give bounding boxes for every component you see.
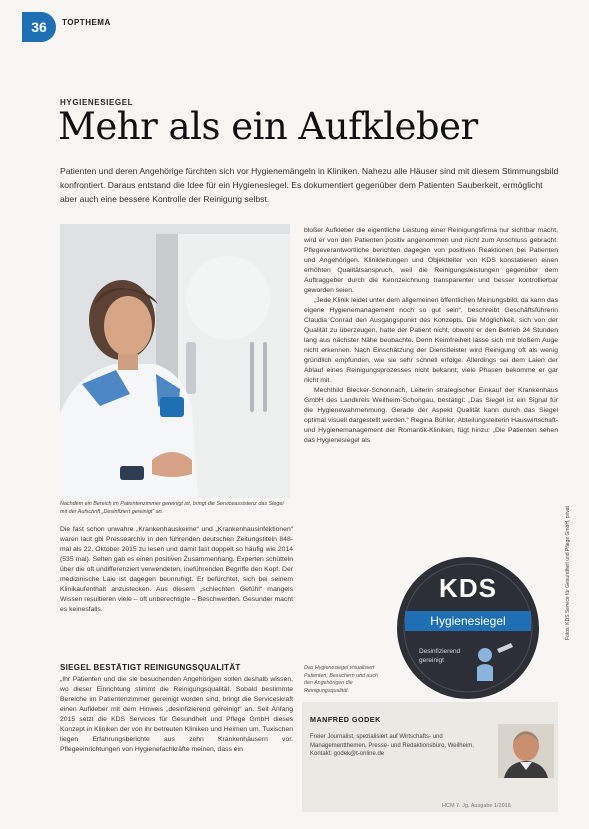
seal-caption: Das Hygienesiegel visualisiert Patienten, Besuchern und auch den Angehörigen die Reinigungsqualität. [304,665,378,694]
author-portrait [498,724,554,778]
article-headline: Mehr als ein Aufkleber [58,105,478,148]
seal-brand: KDS [439,573,497,603]
paragraph: Die fast schon unwahre „Krankenhauskeime“ und „Krankenhausinfektionen“ waren laut gbi Pressearchiv in den führenden deutschen Zeitungstiteln 848-mal als 22. Oktober 2015 zu lesen und damit fast doppelt so häufig wie 2014 (535 mal). Selten gab es einen positiven Zusammenhang. Experten schütteln über die oft undifferenziert verwendeten, ineführenden Begriffe den Kopf. Der medizinische Laie ist dagegen beunruhigt. Er befürchtet, sich bei seinem Klinikaufenthalt anzustecken. Aus diesem „schlechten Gefühl“ mangels Wissen resultieren viele – oft unberechtigte – Beschwerden. Gesunder macht es keinesfalls. [60,526,293,613]
seal-subtitle: Desinfizierend gereinigt [419,648,461,664]
section-label: TOPTHEMA [62,18,111,27]
nurse-image [60,224,290,498]
photo-caption: Nachdem ein Bereich im Patientenzimmer gereinigt ist, bringt die Serviceassistenz das Siegel mit der Aufschrift „Desinfiziert gereinigt“ an. [60,501,284,515]
author-name: MANFRED GODEK [310,715,381,724]
page-number-badge: 36 [22,12,56,42]
article-subhead: SIEGEL BESTÄTIGT REINIGUNGSQUALITÄT [60,663,241,672]
hygiene-seal-badge [397,557,539,699]
photo-credit: Fotos: KDS Service für Gesundheit und Pflege GmbH, privat [565,506,571,640]
article-lead: Patienten und deren Angehörige fürchten sich vor Hygienemängeln in Kliniken. Nahezu alle Häuser sind mit diesem Stimmungsbild konfrontiert. Daraus entstand die Idee für ein Hygienesiegel. Es dokumentiert gegenüber dem Patienten Sauberkeit, ermöglicht aber auch eine bessere Kontrolle der Reinigung selbst. [60,166,559,204]
seal-title: Hygienesiegel [430,614,506,628]
author-photo [498,724,554,778]
paragraph: bloßer Aufkleber die eigentliche Leistung einer Reinigungsfirma nur sichtbar macht, wird er von den Patienten positiv angenommen und nicht zum Anschluss gebracht. Pflegeverantwortliche berichten dagegen von positiven Reaktionen bei Patienten und Angehörigen. Klinikleitungen und Objektleiter von KDS konstatieren einen erhöhten Qualitätsanspruch, weil die Reinigungsleistungen gegenüber dem Auftraggeber durch die Kennzeichnung transparenter und besser kontrollierbar geworden seien. [304,227,558,294]
paragraph: Mechthild Blecker-Schonnach, Leiterin strategischer Einkauf der Krankenhaus GmbH des Landkreis Weilheim-Schongau, bestätigt: „Das Siegel ist ein Signal für die Hygienewahrnehmung. Gerade der Aspekt Qualität kann durch das Siegel optimal visuell dargestellt werden.“ Regina Bühler, Abteilungsleiterin Hauswirtschaft- und Hygienemanagement der Romantik-Kliniken, fügt hinzu: „Die Patienten sehen das Hygienesiegel als [304,387,558,444]
paragraph: „Jede Klinik leidet unter dem allgemeinen öffentlichen Meinungsbild, da kann das eigene Hygienemanagement noch so gut sein“, beschreibt Geschäftsführerin Claudia Conrad den Ausgangspunkt des Konzepts. Die Möglichkeit, sich von der Qualität zu überzeugen, hatte der Patient nicht, obwohl er den Betrieb 24 Stunden lang aus nächster Nähe beobachte. Denn Keimfreiheit lasse sich mit bloßem Auge nicht erkennen. Nach Einschätzung der Dienstleister wird Reinigung oft als wenig gründlich empfunden, wie sie sehr schnell erfolge. Allerdings sei dem Laien der Ablauf eines Reinigungsprozesses nicht bekannt; viele Phasen bekomme er gar nicht mit. [304,297,558,384]
article-column-left [60,525,293,615]
author-bio: Freier Journalist, spezialisiert auf Wirtschafts- und Managementthemen, Presse- und Redaktionsbüro, Weilheim, Kontakt: godek@t-online.de [310,734,474,757]
nurse-photo [60,224,290,498]
page-footer: HCM 7. Jg. Ausgabe 1/2016 [442,803,511,809]
paragraph: „Ihr Patienten und die sie besuchenden Angehörigen sollen deshalb wissen, wo dieser Einrichtung stimmt die Reinigungsqualität. Sobald bestimmte Bereiche im Patientenzimmer gereinigt worden sind, bringt die Serviceskraft einen Aufkleber mit dem Hinweis „desinfizierend gereinigt“ an. Seit Anfang 2015 setzt die KDS Services für Gesundheit und Pflege GmbH dieses Konzept in Kliniken der von ihr betreuten Kliniken und Heimen um. Tuxischen liegen Erfahrungsberichte aus zehn Krankenhäusern vor. Pflegeeinrichtungen von Hygienefachkräfte meinen, dass ein [60,676,293,753]
article-kicker: HYGIENESIEGEL [60,98,134,107]
article-column-right [304,226,558,446]
article-column-left-2 [60,675,293,755]
